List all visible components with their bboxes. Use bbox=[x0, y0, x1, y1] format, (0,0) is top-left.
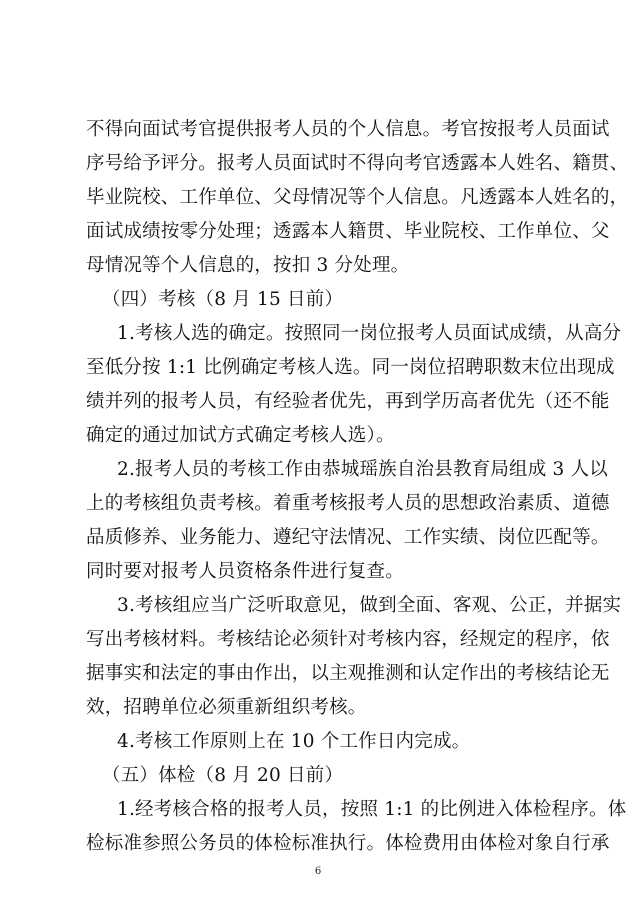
body-text-line: 4.考核工作原则上在 10 个工作日内完成。 bbox=[117, 731, 471, 752]
section-heading-assessment: （四）考核（8 月 15 日前） bbox=[102, 289, 344, 310]
body-text-line: 效，招聘单位必须重新组织考核。 bbox=[86, 697, 367, 718]
body-text-line: 检标准参照公务员的体检标准执行。体检费用由体检对象自行承 bbox=[86, 833, 610, 854]
body-text-line: 毕业院校、工作单位、父母情况等个人信息。凡透露本人姓名的， bbox=[86, 187, 629, 208]
body-text-line: 写出考核材料。考核结论必须针对考核内容，经规定的程序，依 bbox=[86, 629, 610, 650]
body-text-line: 序号给予评分。报考人员面试时不得向考官透露本人姓名、籍贯、 bbox=[86, 153, 629, 174]
body-text-line: 同时要对报考人员资格条件进行复查。 bbox=[86, 561, 404, 582]
section-heading-medical-exam: （五）体检（8 月 20 日前） bbox=[102, 765, 344, 786]
body-text-line: 据事实和法定的事由作出，以主观推测和认定作出的考核结论无 bbox=[86, 663, 610, 684]
page-number: 6 bbox=[314, 866, 322, 877]
body-text-line: 不得向面试考官提供报考人员的个人信息。考官按报考人员面试 bbox=[86, 119, 610, 140]
body-text-line: 1.考核人选的确定。按照同一岗位报考人员面试成绩，从高分 bbox=[117, 323, 622, 344]
body-text-line: 1.经考核合格的报考人员，按照 1:1 的比例进入体检程序。体 bbox=[117, 799, 627, 820]
body-text-line: 母情况等个人信息的，按扣 3 分处理。 bbox=[86, 255, 410, 276]
body-text-line: 上的考核组负责考核。着重考核报考人员的思想政治素质、道德 bbox=[86, 493, 610, 514]
body-text-line: 面试成绩按零分处理；透露本人籍贯、毕业院校、工作单位、父 bbox=[86, 221, 610, 242]
body-text-line: 品质修养、业务能力、遵纪守法情况、工作实绩、岗位匹配等。 bbox=[86, 527, 610, 548]
body-text-line: 确定的通过加试方式确定考核人选）。 bbox=[86, 425, 395, 446]
body-text-line: 至低分按 1:1 比例确定考核人选。同一岗位招聘职数末位出现成 bbox=[86, 357, 615, 378]
body-text-line: 2.报考人员的考核工作由恭城瑶族自治县教育局组成 3 人以 bbox=[117, 459, 608, 480]
body-text-line: 3.考核组应当广泛听取意见，做到全面、客观、公正，并据实 bbox=[117, 595, 622, 616]
body-text-line: 绩并列的报考人员，有经验者优先，再到学历高者优先（还不能 bbox=[86, 391, 610, 412]
